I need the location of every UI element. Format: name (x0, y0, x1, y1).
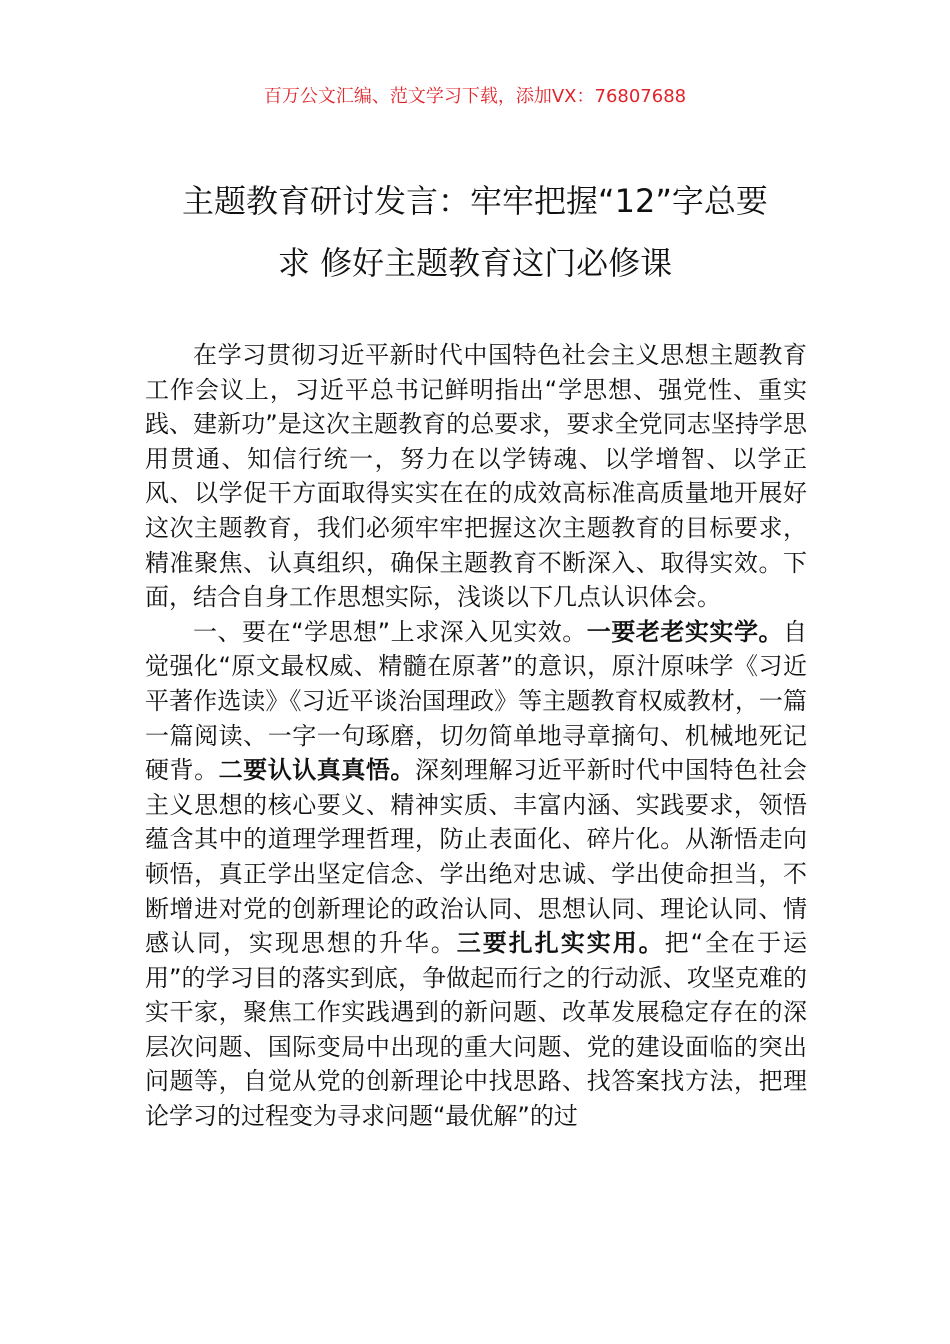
title-line-1: 主题教育研讨发言：牢牢把握“12”字总要 (182, 182, 768, 220)
point-2-text: 深刻理解习近平新时代中国特色社会主义思想的核心要义、精神实质、丰富内涵、实践要求，领悟蕴含其中的道理学理哲理，防止表面化、碎片化。从渐悟走向顿悟，真正学出坚定信念、学出绝对忠诚、学出使命担当，不断增进对党的创新理论的政治认同、思想认同、理论认同、情感认同，实现思想的升华。 (145, 756, 808, 958)
document-body (145, 338, 807, 1134)
document-title (120, 170, 830, 294)
paragraph-section-1 (145, 615, 807, 1134)
point-3-text: 把“全在于运用”的学习目的落实到底，争做起而行之的行动派、攻坚克难的实干家，聚焦工作实践遇到的新问题、改革发展稳定存在的深层次问题、国际变局中出现的重大问题、党的建设面临的突出问题等，自觉从党的创新理论中找思路、找答案找方法，把理论学习的过程变为寻求问题“最优解”的过 (145, 929, 808, 1131)
header-promo-note: 百万公文汇编、范文学习下载，添加VX：76807688 (263, 86, 687, 107)
paragraph-intro: 在学习贯彻习近平新时代中国特色社会主义思想主题教育工作会议上，习近平总书记鲜明指出“学思想、强党性、重实践、建新功”是这次主题教育的总要求，要求全党同志坚持学思用贯通、知信行统一，努力在以学铸魂、以学增智、以学正风、以学促干方面取得实实在在的成效高标准高质量地开展好这次主题教育，我们必须牢牢把握这次主题教育的目标要求，精准聚焦、认真组织，确保主题教育不断深入、取得实效。下面，结合自身工作思想实际，浅谈以下几点认识体会。 (145, 341, 807, 612)
point-3-heading: 三要扎扎实实用。 (456, 929, 665, 958)
point-1-text: 自觉强化“原文最权威、精髓在原著”的意识，原汁原味学《习近平著作选读》《习近平谈治国理政》等主题教育权威教材，一篇一篇阅读、一字一句琢磨，切勿简单地寻章摘句、机械地死记硬背。 (145, 617, 807, 785)
section-1-heading: 一、要在“学思想”上求深入见实效。 (193, 617, 587, 646)
point-2-heading: 二要认认真真悟。 (218, 756, 415, 785)
title-line-2: 求 修好主题教育这门必修课 (277, 244, 673, 282)
point-1-heading: 一要老老实实学。 (586, 617, 783, 646)
